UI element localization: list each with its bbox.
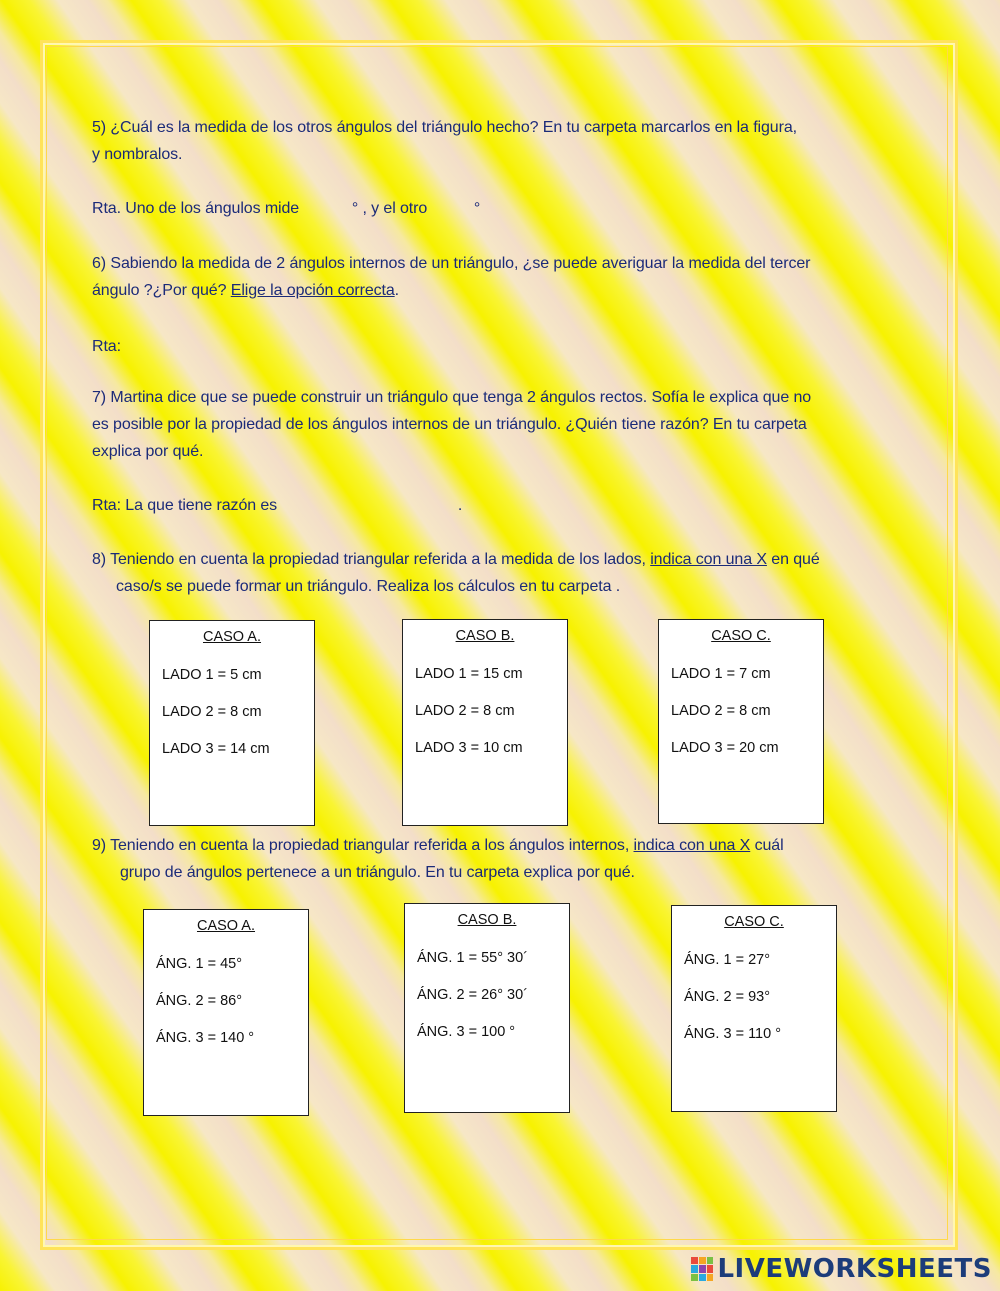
q7-answer-label: Rta: La que tiene razón es [92,497,278,514]
q6-line2 [92,277,399,304]
q8-case-c-line1: LADO 1 = 7 cm [671,666,771,682]
q8-case-b-title: CASO B. [455,628,515,644]
q9-line2: grupo de ángulos pertenece a un triángulo. En tu carpeta explica por qué. [120,864,635,881]
q7-answer-end: . [457,497,463,514]
q5-answer [92,195,480,222]
q9-case-c-line2: ÁNG. 2 = 93° [684,989,770,1005]
q9-case-b-line3: ÁNG. 3 = 100 ° [417,1024,516,1040]
q5-answer-label: Rta. Uno de los ángulos mide [92,200,300,217]
q6-choose-option-link[interactable]: Elige la opción correcta [230,282,395,299]
q8-case-c-box[interactable] [658,619,824,824]
q6-line2-end: . [394,282,400,299]
q8-line1-text: 8) Teniendo en cuenta la propiedad triangular referida a la medida de los lados, [92,551,651,568]
q6-line1: 6) Sabiendo la medida de 2 ángulos internos de un triángulo, ¿se puede averiguar la medida del tercer [92,255,811,272]
q7-line1: 7) Martina dice que se puede construir un triángulo que tenga 2 ángulos rectos. Sofía le explica que no [92,389,812,406]
q9-case-b-title: CASO B. [457,912,517,928]
liveworksheets-logo-text: LIVEWORKSHEETS [717,1254,992,1284]
q9-case-c-line1: ÁNG. 1 = 27° [684,952,770,968]
q6-answer-label: Rta: [92,338,121,355]
q8-case-a-box[interactable] [149,620,315,826]
q6-answer [92,331,425,360]
q9-case-a-title: CASO A. [196,918,256,934]
q9-case-c-line3: ÁNG. 3 = 110 ° [684,1026,782,1042]
q8-case-a-line2: LADO 2 = 8 cm [162,704,262,720]
q5-line1: 5) ¿Cuál es la medida de los otros ángulos del triángulo hecho? En tu carpeta marcarlos en la figura, [92,119,797,136]
q8-line1-end: en qué [766,551,820,568]
q9-mark-x-link: indica con una X [633,837,751,854]
q9-line1 [92,832,784,859]
liveworksheets-logo [691,1253,992,1285]
q8-case-c-title: CASO C. [711,628,771,644]
q5-answer-mid: ° , y el otro [351,200,428,217]
q8-case-b-line2: LADO 2 = 8 cm [415,703,515,719]
q9-case-a-line3: ÁNG. 3 = 140 ° [156,1030,255,1046]
q9-line1-text: 9) Teniendo en cuenta la propiedad triangular referida a los ángulos internos, [92,837,634,854]
q7-line2: es posible por la propiedad de los ángulos internos de un triángulo. ¿Quién tiene razón? En tu carpeta [92,416,807,433]
q8-line2: caso/s se puede formar un triángulo. Realiza los cálculos en tu carpeta . [116,578,621,595]
q9-line1-end: cuál [750,837,784,854]
q7-answer [92,492,462,519]
q9-case-a-box[interactable] [143,909,309,1116]
q9-case-c-box[interactable] [671,905,837,1112]
q8-case-c-line3: LADO 3 = 20 cm [671,740,779,756]
q9-case-b-box[interactable] [404,903,570,1113]
q8-case-c-line2: LADO 2 = 8 cm [671,703,771,719]
q8-case-b-line1: LADO 1 = 15 cm [415,666,523,682]
q9-case-c-title: CASO C. [724,914,784,930]
q7-line3: explica por qué. [92,443,204,460]
q8-line1 [92,546,820,573]
q8-case-a-title: CASO A. [202,629,262,645]
q8-case-b-box[interactable] [402,619,568,826]
q6-line2-text: ángulo ?¿Por qué? [92,282,231,299]
q8-case-a-line3: LADO 3 = 14 cm [162,741,270,757]
q9-case-b-line2: ÁNG. 2 = 26° 30´ [417,987,528,1003]
q8-case-b-line3: LADO 3 = 10 cm [415,740,523,756]
q9-case-a-line1: ÁNG. 1 = 45° [156,956,242,972]
q9-case-b-line1: ÁNG. 1 = 55° 30´ [417,950,528,966]
q5-line2: y nombralos. [92,146,183,163]
q8-case-a-line1: LADO 1 = 5 cm [162,667,262,683]
q9-case-a-line2: ÁNG. 2 = 86° [156,993,242,1009]
q6-answer-dropdown[interactable] [125,331,425,351]
q5-answer-end: ° [473,200,481,217]
liveworksheets-logo-icon [691,1257,713,1281]
q8-mark-x-link: indica con una X [650,551,767,568]
